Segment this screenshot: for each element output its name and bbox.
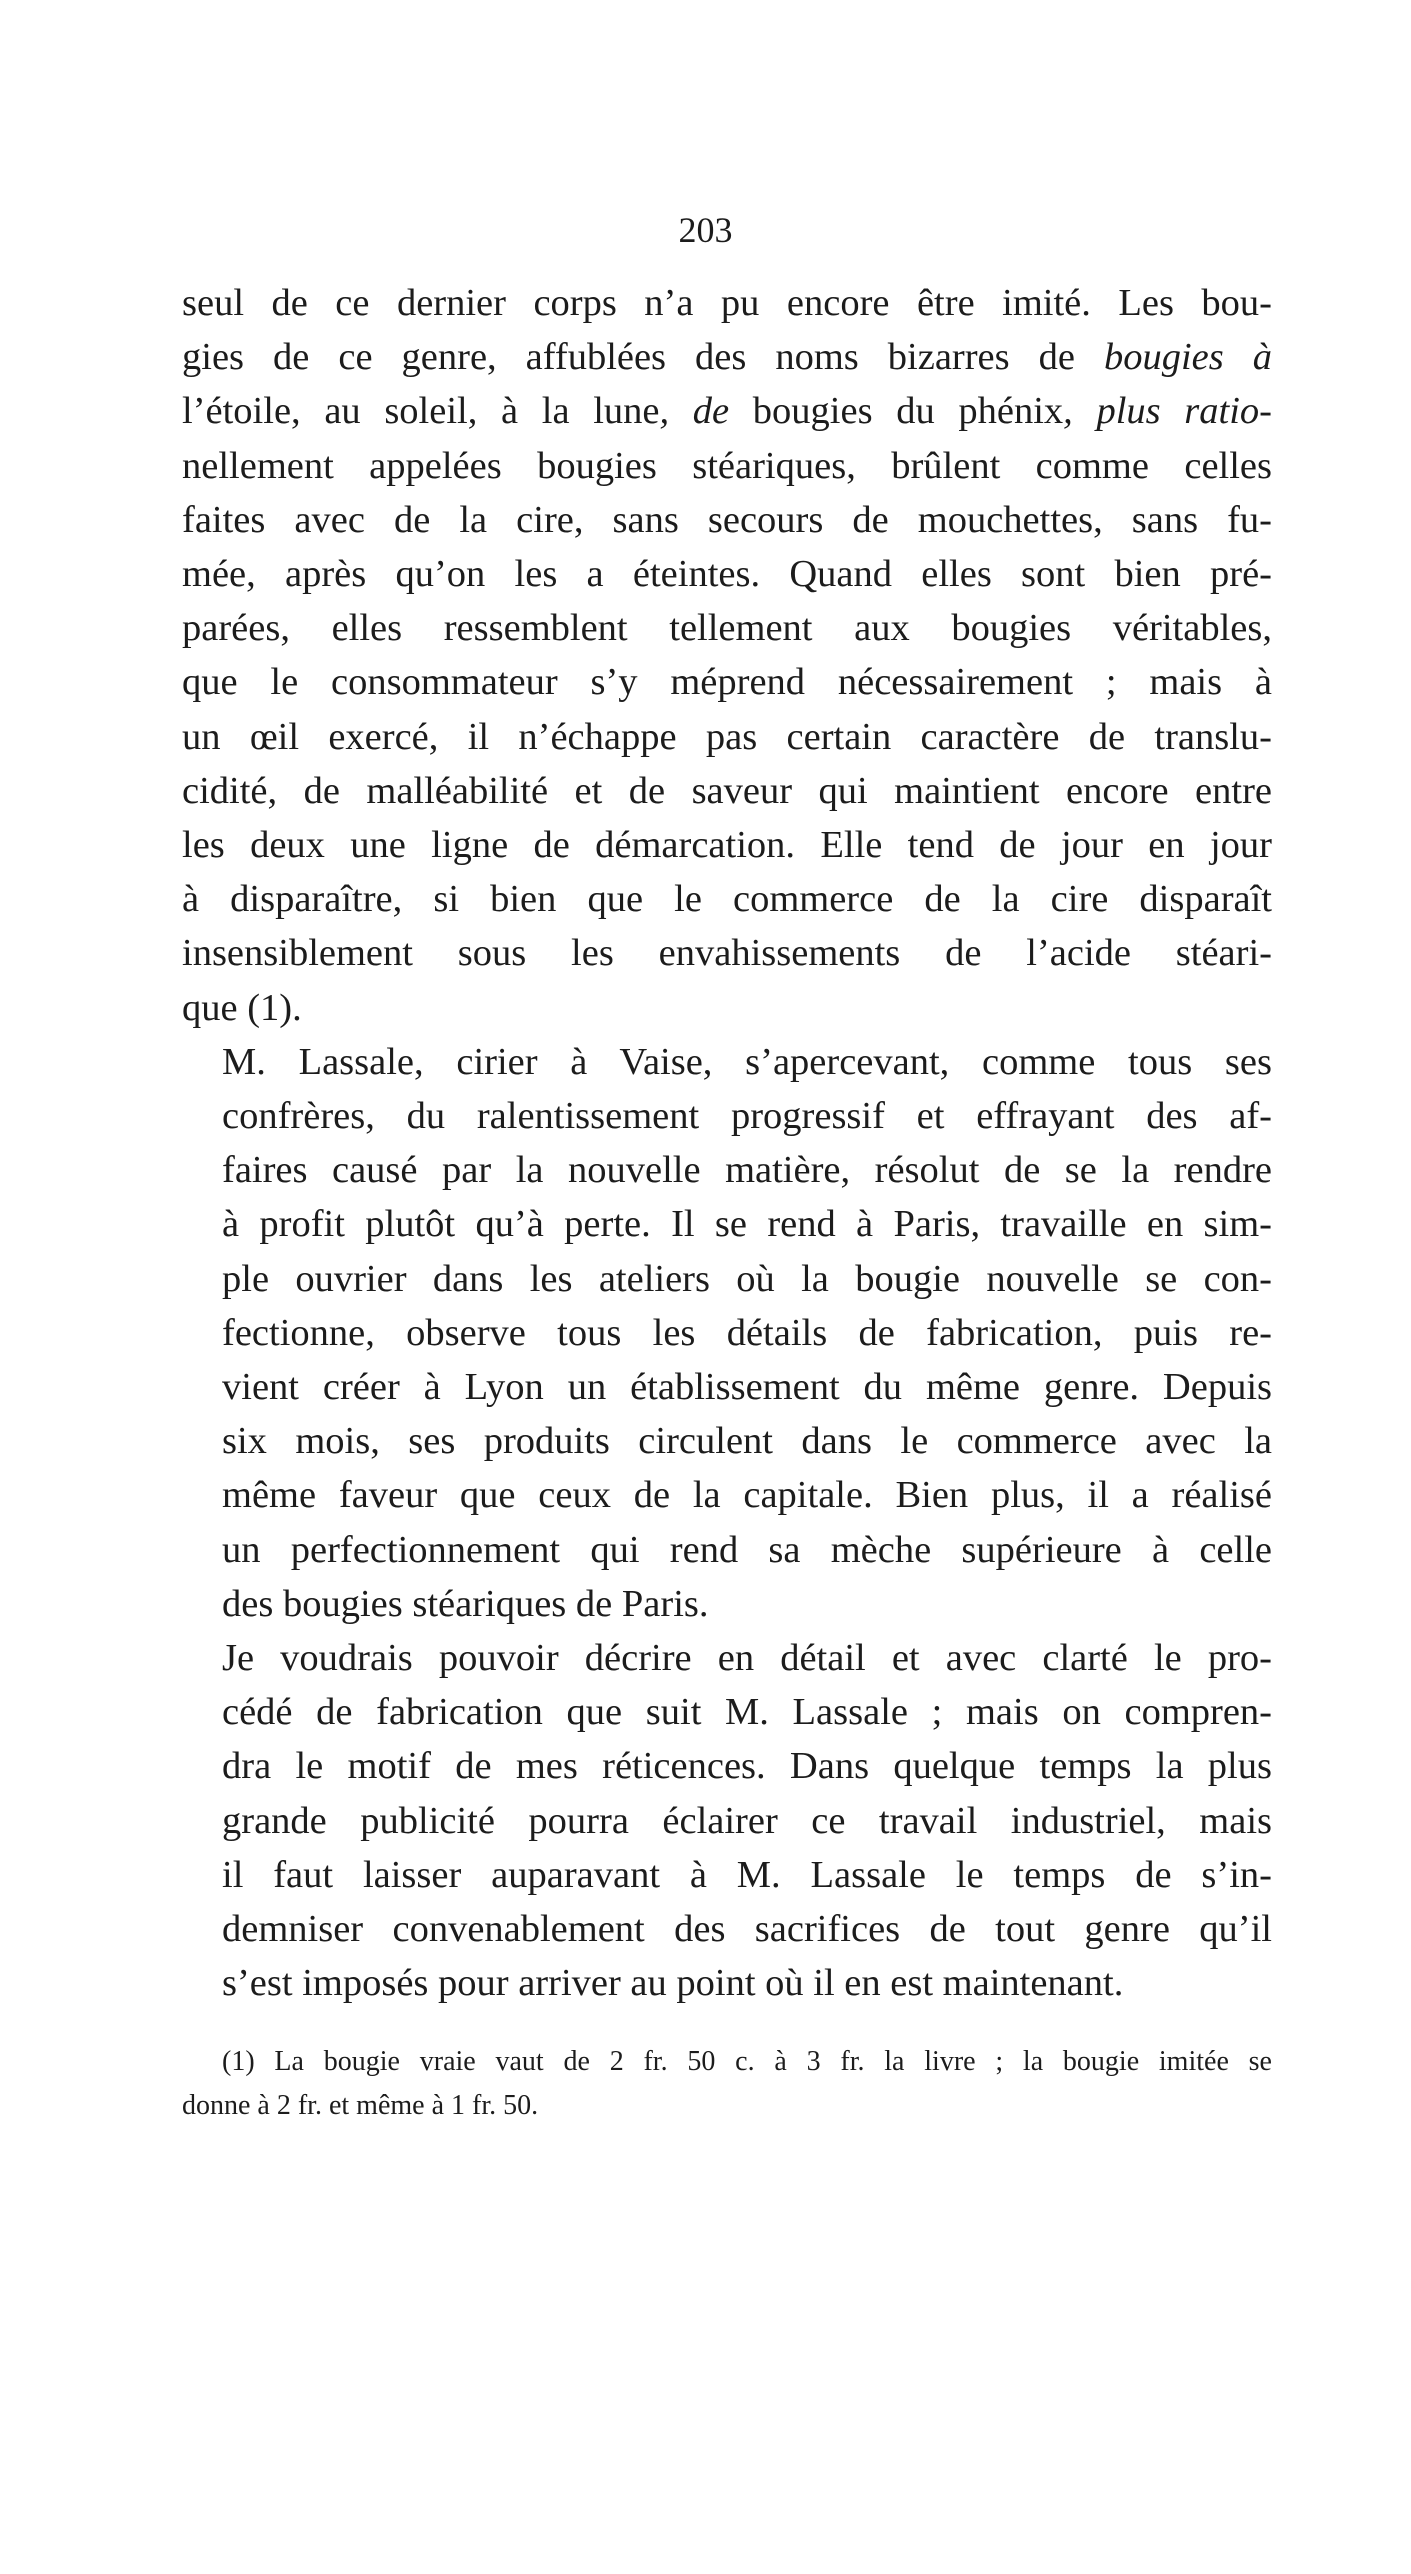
text-line: cidité, de malléabilité et de saveur qui maintient encore entre (182, 769, 1272, 812)
text-line: parées, elles ressemblent tellement aux bougies véritables, (182, 607, 1272, 650)
text-line: il faut laisser auparavant à M. Lassale le temps de s’in- (222, 1853, 1272, 1896)
text-line: cédé de fabrication que suit M. Lassale ; mais on compren- (222, 1691, 1272, 1734)
paragraph-1 (182, 276, 1272, 1035)
text-line: M. Lassale, cirier à Vaise, s’apercevant, comme tous ses (222, 1040, 1272, 1083)
text-line: à profit plutôt qu’à perte. Il se rend à Paris, travaille en sim- (222, 1203, 1272, 1246)
text-line: Je voudrais pouvoir décrire en détail et avec clarté le pro- (222, 1637, 1272, 1680)
page-number: 203 (678, 210, 733, 250)
text-line: faites avec de la cire, sans secours de mouchettes, sans fu- (182, 498, 1272, 541)
text-line: seul de ce dernier corps n’a pu encore être imité. Les bou- (182, 282, 1272, 324)
text-line: six mois, ses produits circulent dans le commerce avec la (222, 1420, 1272, 1463)
text-line: vient créer à Lyon un établissement du même genre. Depuis (222, 1366, 1272, 1409)
text-line: même faveur que ceux de la capitale. Bien plus, il a réalisé (222, 1474, 1272, 1517)
text-line: que (1). (182, 986, 302, 1029)
text-line: dra le motif de mes réticences. Dans quelque temps la plus (222, 1745, 1272, 1788)
text-line: les deux une ligne de démarcation. Elle tend de jour en jour (182, 824, 1272, 867)
text-line: demniser convenablement des sacrifices de tout genre qu’il (222, 1908, 1272, 1951)
text-line: grande publicité pourra éclairer ce travail industriel, mais (222, 1799, 1272, 1842)
footnote-line: donne à 2 fr. et même à 1 fr. 50. (182, 2090, 539, 2121)
text-line: insensiblement sous les envahissements de l’acide stéari- (182, 932, 1272, 975)
text-line: faires causé par la nouvelle matière, résolut de se la rendre (222, 1149, 1272, 1192)
text-line: ple ouvrier dans les ateliers où la bougie nouvelle se con- (222, 1257, 1272, 1300)
text-line: nellement appelées bougies stéariques, brûlent comme celles (182, 444, 1272, 487)
text-line: un perfectionnement qui rend sa mèche supérieure à celle (222, 1528, 1272, 1571)
text-line: gies de ce genre, affublées des noms bizarres de bougies à (182, 336, 1272, 379)
text-line: l’étoile, au soleil, à la lune, de bougies du phénix, plus ratio- (182, 390, 1272, 433)
text-line: s’est imposés pour arriver au point où il en est maintenant. (222, 1962, 1124, 2005)
text-line: que le consommateur s’y méprend nécessairement ; mais à (182, 661, 1272, 704)
paragraph-3 (182, 1631, 1272, 2010)
text-line: confrères, du ralentissement progressif et effrayant des af- (222, 1095, 1272, 1138)
text-line: un œil exercé, il n’échappe pas certain caractère de translu- (182, 715, 1272, 758)
text-line: des bougies stéariques de Paris. (222, 1582, 709, 1625)
text-line: mée, après qu’on les a éteintes. Quand elles sont bien pré- (182, 553, 1272, 596)
paragraph-2 (182, 1035, 1272, 1631)
body-text (182, 276, 1272, 2011)
text-line: à disparaître, si bien que le commerce de la cire disparaît (182, 878, 1272, 921)
text-line: fectionne, observe tous les détails de fabrication, puis re- (222, 1311, 1272, 1354)
footnote (182, 2040, 1272, 2128)
footnote-line: (1) La bougie vraie vaut de 2 fr. 50 c. à 3 fr. la livre ; la bougie imitée se (222, 2046, 1272, 2077)
